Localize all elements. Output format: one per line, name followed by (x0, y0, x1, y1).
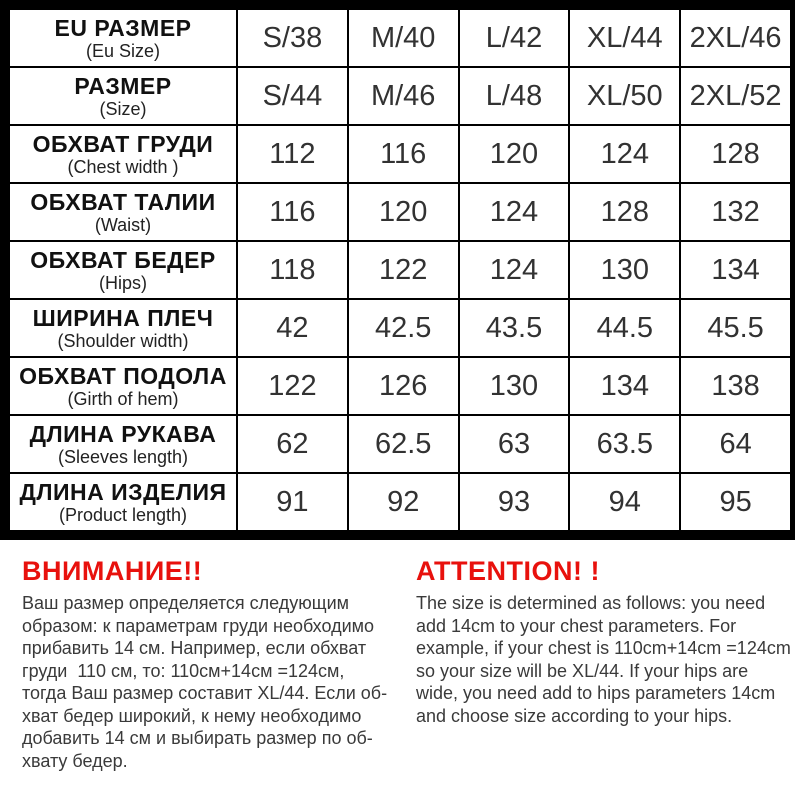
note-line: example, if your chest is 110cm+14cm =124cm (416, 638, 791, 658)
row-label-en: (Waist) (94, 214, 152, 235)
table-row-waist (9, 183, 791, 241)
row-label-ru: ДЛИНА ИЗДЕЛИЯ (19, 478, 227, 505)
size-value-cell: 63.5 (569, 415, 680, 473)
sizing-notes (0, 540, 800, 772)
note-line: прибавить 14 см. Например, если обхват (22, 638, 367, 658)
row-label-ru: РАЗМЕР (74, 72, 172, 99)
row-header-cell (9, 357, 237, 415)
size-value-cell: 45.5 (680, 299, 791, 357)
row-label-ru: ОБХВАТ БЕДЕР (30, 246, 216, 273)
size-value-cell: S/44 (237, 67, 348, 125)
size-value-cell: 120 (348, 183, 459, 241)
table-row-chest (9, 125, 791, 183)
size-value-cell: S/38 (237, 9, 348, 67)
row-label-en: (Hips) (99, 272, 147, 293)
row-label-en: (Chest width ) (67, 156, 179, 177)
row-header-cell (9, 183, 237, 241)
note-line: Ваш размер определяется следующим (22, 593, 350, 613)
size-value-cell: 138 (680, 357, 791, 415)
size-value-cell: 134 (680, 241, 791, 299)
size-value-cell: 112 (237, 125, 348, 183)
size-value-cell: 42.5 (348, 299, 459, 357)
row-header-cell (9, 473, 237, 531)
size-value-cell: 126 (348, 357, 459, 415)
row-header-cell (9, 299, 237, 357)
row-header-cell (9, 67, 237, 125)
size-value-cell: 128 (569, 183, 680, 241)
attention-heading-en: ATTENTION! ! (416, 556, 600, 586)
table-row-eu-size (9, 9, 791, 67)
size-value-cell: 124 (459, 183, 570, 241)
size-value-cell: 116 (348, 125, 459, 183)
size-value-cell: 128 (680, 125, 791, 183)
note-line: груди 110 см, то: 110см+14см =124см, (22, 660, 345, 681)
size-value-cell: 94 (569, 473, 680, 531)
size-value-cell: 130 (459, 357, 570, 415)
size-value-cell: 132 (680, 183, 791, 241)
size-value-cell: 62.5 (348, 415, 459, 473)
size-value-cell: 91 (237, 473, 348, 531)
row-header-cell (9, 415, 237, 473)
table-row-length (9, 473, 791, 531)
note-line: wide, you need add to hips parameters 14cm (416, 683, 776, 703)
note-line: добавить 14 см и выбирать размер по об- (22, 728, 373, 748)
attention-heading-ru: ВНИМАНИЕ!! (22, 556, 203, 586)
note-line: and choose size according to your hips. (416, 705, 733, 726)
note-line: хвату бедер. (22, 750, 128, 771)
row-label-ru: ОБХВАТ ГРУДИ (32, 130, 214, 157)
table-row-hips (9, 241, 791, 299)
note-russian (22, 557, 396, 772)
row-label-en: (Girth of hem) (67, 388, 179, 409)
note-line: хват бедер широкий, к нему необходимо (22, 705, 362, 726)
size-value-cell: 2XL/52 (680, 67, 791, 125)
size-value-cell: 124 (569, 125, 680, 183)
size-value-cell: M/40 (348, 9, 459, 67)
size-value-cell: 63 (459, 415, 570, 473)
size-value-cell: 124 (459, 241, 570, 299)
size-value-cell: L/48 (459, 67, 570, 125)
size-value-cell: 64 (680, 415, 791, 473)
size-value-cell: L/42 (459, 9, 570, 67)
size-value-cell: 120 (459, 125, 570, 183)
row-label-ru: EU РАЗМЕР (54, 14, 192, 41)
size-value-cell: 95 (680, 473, 791, 531)
row-label-en: (Shoulder width) (57, 330, 189, 351)
size-value-cell: 122 (348, 241, 459, 299)
row-label-en: (Product length) (58, 504, 188, 525)
size-value-cell: 122 (237, 357, 348, 415)
row-label-en: (Eu Size) (85, 40, 161, 61)
note-english (416, 557, 790, 772)
size-value-cell: XL/50 (569, 67, 680, 125)
size-value-cell: 116 (237, 183, 348, 241)
size-value-cell: 92 (348, 473, 459, 531)
note-line: The size is determined as follows: you need (416, 593, 766, 613)
table-row-size (9, 67, 791, 125)
note-line: тогда Ваш размер составит XL/44. Если об- (22, 683, 388, 703)
row-label-en: (Size) (99, 98, 147, 119)
size-value-cell: 43.5 (459, 299, 570, 357)
size-value-cell: 2XL/46 (680, 9, 791, 67)
size-value-cell: M/46 (348, 67, 459, 125)
size-value-cell: 93 (459, 473, 570, 531)
size-value-cell: 130 (569, 241, 680, 299)
size-value-cell: 42 (237, 299, 348, 357)
row-label-ru: ОБХВАТ ПОДОЛА (19, 362, 227, 389)
size-value-cell: 134 (569, 357, 680, 415)
note-line: so your size will be XL/44. If your hips are (416, 660, 749, 681)
table-row-shoulder (9, 299, 791, 357)
table-row-hem (9, 357, 791, 415)
row-header-cell (9, 125, 237, 183)
row-label-ru: ШИРИНА ПЛЕЧ (32, 304, 214, 331)
row-label-en: (Sleeves length) (57, 446, 189, 467)
row-label-ru: ОБХВАТ ТАЛИИ (30, 188, 216, 215)
size-value-cell: 44.5 (569, 299, 680, 357)
size-value-cell: 118 (237, 241, 348, 299)
size-chart-table (8, 8, 792, 532)
row-label-ru: ДЛИНА РУКАВА (29, 420, 217, 447)
size-value-cell: XL/44 (569, 9, 680, 67)
note-line: add 14cm to your chest parameters. For (416, 615, 737, 636)
row-header-cell (9, 241, 237, 299)
table-row-sleeve (9, 415, 791, 473)
size-value-cell: 62 (237, 415, 348, 473)
note-line: образом: к параметрам груди необходимо (22, 615, 375, 636)
row-header-cell (9, 9, 237, 67)
